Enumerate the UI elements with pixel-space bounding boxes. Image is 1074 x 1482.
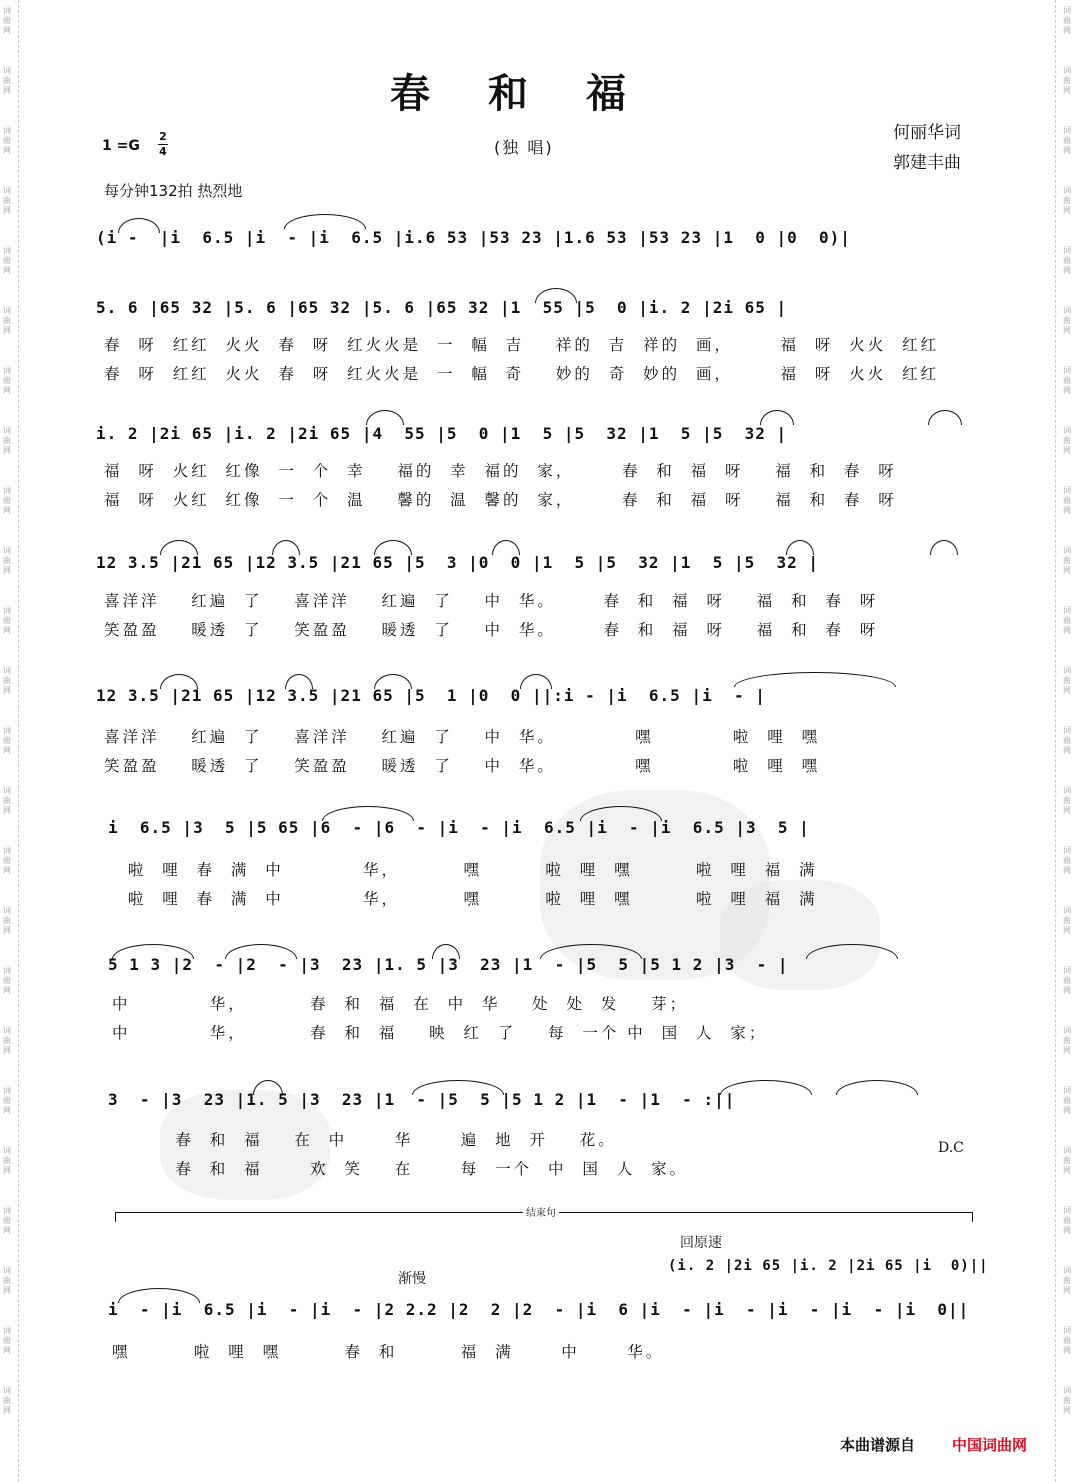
slur-arc	[535, 288, 577, 303]
watermark-text: 词 曲 网	[1063, 1206, 1071, 1235]
watermark-text: 词 曲 网	[1063, 246, 1071, 275]
composer-credit: 郭建丰曲	[893, 153, 961, 173]
lyric-line: 啦 哩 春 满 中 华， 嘿 啦 哩 嘿 啦 哩 福 满	[112, 890, 818, 908]
watermark-text: 词 曲 网	[1063, 666, 1071, 695]
watermark-text: 词 曲 网	[1063, 1266, 1071, 1295]
notation-line: 5. 6 |65 32 |5. 6 |65 32 |5. 6 |65 32 |1 55 |5 0 |i. 2 |2i 65 |	[96, 298, 788, 317]
slur-arc	[160, 674, 198, 689]
watermark-text: 词 曲 网	[3, 126, 11, 155]
slur-arc	[492, 540, 520, 555]
lyric-line: 嘿 啦 哩 嘿 春 和 福 满 中 华。	[112, 1343, 665, 1361]
watermark-text: 词 曲 网	[3, 606, 11, 635]
slur-arc	[160, 540, 198, 555]
slur-arc	[720, 1080, 812, 1095]
time-signature-bottom: 4	[159, 145, 167, 158]
performance-type: (独 唱)	[494, 138, 554, 157]
notation-line: i. 2 |2i 65 |i. 2 |2i 65 |4 55 |5 0 |1 5 |5 32 |1 5 |5 32 |	[96, 424, 788, 443]
watermark-text: 词 曲 网	[1063, 66, 1071, 95]
slur-arc	[366, 410, 404, 425]
watermark-text: 词 曲 网	[1063, 606, 1071, 635]
slur-arc	[930, 540, 958, 555]
lyric-line: 福 呀 火红 红像 一 个 幸 福的 幸 福的 家， 春 和 福 呀 福 和 春 呀	[104, 462, 897, 480]
watermark-text: 词 曲 网	[3, 366, 11, 395]
watermark-text: 词 曲 网	[3, 786, 11, 815]
watermark-text: 词 曲 网	[1063, 366, 1071, 395]
watermark-text: 词 曲 网	[3, 1026, 11, 1055]
slur-arc	[432, 944, 460, 959]
watermark-text: 词 曲 网	[1063, 186, 1071, 215]
watermark-text: 词 曲 网	[1063, 546, 1071, 575]
slur-arc	[322, 806, 414, 821]
slur-arc	[412, 1080, 504, 1095]
slur-arc	[734, 672, 896, 687]
watermark-text: 词 曲 网	[3, 426, 11, 455]
watermark-text: 词 曲 网	[1063, 6, 1071, 35]
lyric-line: 笑盈盈 暖透 了 笑盈盈 暖透 了 中 华。 嘿 啦 哩 嘿	[104, 757, 821, 775]
watermark-text: 词 曲 网	[1063, 726, 1071, 755]
slur-arc	[786, 540, 814, 555]
lyric-line: 喜洋洋 红遍 了 喜洋洋 红遍 了 中 华。 嘿 啦 哩 嘿	[104, 728, 821, 746]
slur-arc	[374, 540, 412, 555]
slur-arc	[836, 1080, 918, 1095]
watermark-text: 词 曲 网	[1063, 906, 1071, 935]
slur-arc	[928, 410, 962, 425]
footer-site[interactable]: 中国词曲网	[952, 1436, 1028, 1454]
slur-arc	[225, 944, 297, 959]
watermark-text: 词 曲 网	[1063, 426, 1071, 455]
left-margin-watermark-strip	[0, 0, 19, 1482]
watermark-text: 词 曲 网	[3, 966, 11, 995]
watermark-text: 词 曲 网	[1063, 486, 1071, 515]
watermark-text: 词 曲 网	[3, 906, 11, 935]
watermark-text: 词 曲 网	[1063, 306, 1071, 335]
dc-mark: D.C	[938, 1140, 964, 1156]
notation-line: 12 3.5 |21 65 |12 3.5 |21 65 |5 3 |0 0 |1 5 |5 32 |1 5 |5 32 |	[96, 553, 820, 572]
watermark-text: 词 曲 网	[1063, 1146, 1071, 1175]
watermark-text: 词 曲 网	[3, 306, 11, 335]
watermark-text: 词 曲 网	[3, 546, 11, 575]
watermark-text: 词 曲 网	[3, 846, 11, 875]
watermark-text: 词 曲 网	[1063, 126, 1071, 155]
footer-source: 本曲谱源自	[840, 1436, 916, 1454]
notation-line: i - |i 6.5 |i - |i - |2 2.2 |2 2 |2 - |i 6 |i - |i - |i - |i - |i 0||	[108, 1300, 970, 1319]
coda-label: 结束句	[523, 1204, 559, 1219]
lyric-line: 中 华， 春 和 福 在 中 华 处 处 发 芽；	[112, 995, 689, 1013]
watermark-text: 词 曲 网	[1063, 966, 1071, 995]
watermark-text: 词 曲 网	[1063, 1326, 1071, 1355]
notation-line: 3 - |3 23 |1. 5 |3 23 |1 - |5 5 |5 1 2 |1 - |1 - :||	[108, 1090, 736, 1109]
watermark-text: 词 曲 网	[3, 246, 11, 275]
watermark-text: 词 曲 网	[1063, 846, 1071, 875]
ritardando-mark: 渐慢	[398, 1271, 426, 1287]
notation-line: 5 1 3 |2 - |2 - |3 23 |1. 5 |3 23 |1 - |5 5 |5 1 2 |3 - |	[108, 955, 789, 974]
slur-arc	[520, 674, 552, 689]
watermark-text: 词 曲 网	[3, 66, 11, 95]
slur-arc	[118, 1288, 200, 1303]
watermark-text: 词 曲 网	[1063, 1026, 1071, 1055]
coda-intro-notation: (i. 2 |2i 65 |i. 2 |2i 65 |i 0)||	[668, 1258, 989, 1274]
watermark-text: 词 曲 网	[3, 186, 11, 215]
watermark-text: 词 曲 网	[3, 1326, 11, 1355]
lyric-line: 春 呀 红红 火火 春 呀 红火火是 一 幅 吉 祥的 吉 祥的 画， 福 呀 火火 红红	[104, 336, 940, 354]
lyric-line: 喜洋洋 红遍 了 喜洋洋 红遍 了 中 华。 春 和 福 呀 福 和 春 呀	[104, 592, 879, 610]
lyric-line: 啦 哩 春 满 中 华， 嘿 啦 哩 嘿 啦 哩 福 满	[112, 861, 818, 879]
song-title: 春和福	[390, 70, 684, 117]
slur-arc	[112, 944, 194, 959]
slur-arc	[253, 1080, 283, 1095]
lyricist-credit: 何丽华词	[893, 123, 961, 143]
watermark-text: 词 曲 网	[3, 1146, 11, 1175]
watermark-text: 词 曲 网	[3, 1206, 11, 1235]
time-signature	[158, 131, 168, 158]
watermark-text: 词 曲 网	[1063, 1086, 1071, 1115]
key-signature: 1 =G	[102, 138, 140, 154]
notation-line: i 6.5 |3 5 |5 65 |6 - |6 - |i - |i 6.5 |i - |i 6.5 |3 5 |	[108, 818, 810, 837]
return-tempo-mark: 回原速	[680, 1235, 722, 1251]
notation-line: (i - |i 6.5 |i - |i 6.5 |i.6 53 |53 23 |1.6 53 |53 23 |1 0 |0 0)|	[96, 228, 851, 247]
slur-arc	[118, 218, 160, 233]
lyric-line: 春 呀 红红 火火 春 呀 红火火是 一 幅 奇 妙的 奇 妙的 画， 福 呀 火火 红红	[104, 365, 940, 383]
watermark-text: 词 曲 网	[3, 1266, 11, 1295]
watermark-text: 词 曲 网	[1063, 786, 1071, 815]
lyric-line: 春 和 福 欢 笑 在 每 一个 中 国 人 家。	[112, 1160, 689, 1178]
slur-arc	[272, 540, 300, 555]
slur-arc	[285, 674, 313, 689]
watermark-text: 词 曲 网	[3, 1386, 11, 1415]
slur-arc	[760, 410, 794, 425]
lyric-line: 春 和 福 在 中 华 遍 地 开 花。	[112, 1131, 617, 1149]
notation-line: 12 3.5 |21 65 |12 3.5 |21 65 |5 1 |0 0 ||:i - |i 6.5 |i - |	[96, 686, 766, 705]
time-signature-top: 2	[159, 130, 167, 143]
watermark-text: 词 曲 网	[3, 666, 11, 695]
slur-arc	[284, 214, 366, 229]
watermark-text: 词 曲 网	[3, 1086, 11, 1115]
tempo-marking: 每分钟132拍 热烈地	[104, 182, 243, 200]
watermark-text: 词 曲 网	[1063, 1386, 1071, 1415]
right-margin-watermark-strip	[1055, 0, 1074, 1482]
slur-arc	[374, 674, 412, 689]
lyric-line: 中 华， 春 和 福 映 红 了 每 一个 中 国 人 家；	[112, 1024, 768, 1042]
lyric-line: 福 呀 火红 红像 一 个 温 馨的 温 馨的 家， 春 和 福 呀 福 和 春 呀	[104, 491, 897, 509]
lyric-line: 笑盈盈 暖透 了 笑盈盈 暖透 了 中 华。 春 和 福 呀 福 和 春 呀	[104, 621, 879, 639]
watermark-text: 词 曲 网	[3, 726, 11, 755]
watermark-text: 词 曲 网	[3, 486, 11, 515]
watermark-text: 词 曲 网	[3, 6, 11, 35]
